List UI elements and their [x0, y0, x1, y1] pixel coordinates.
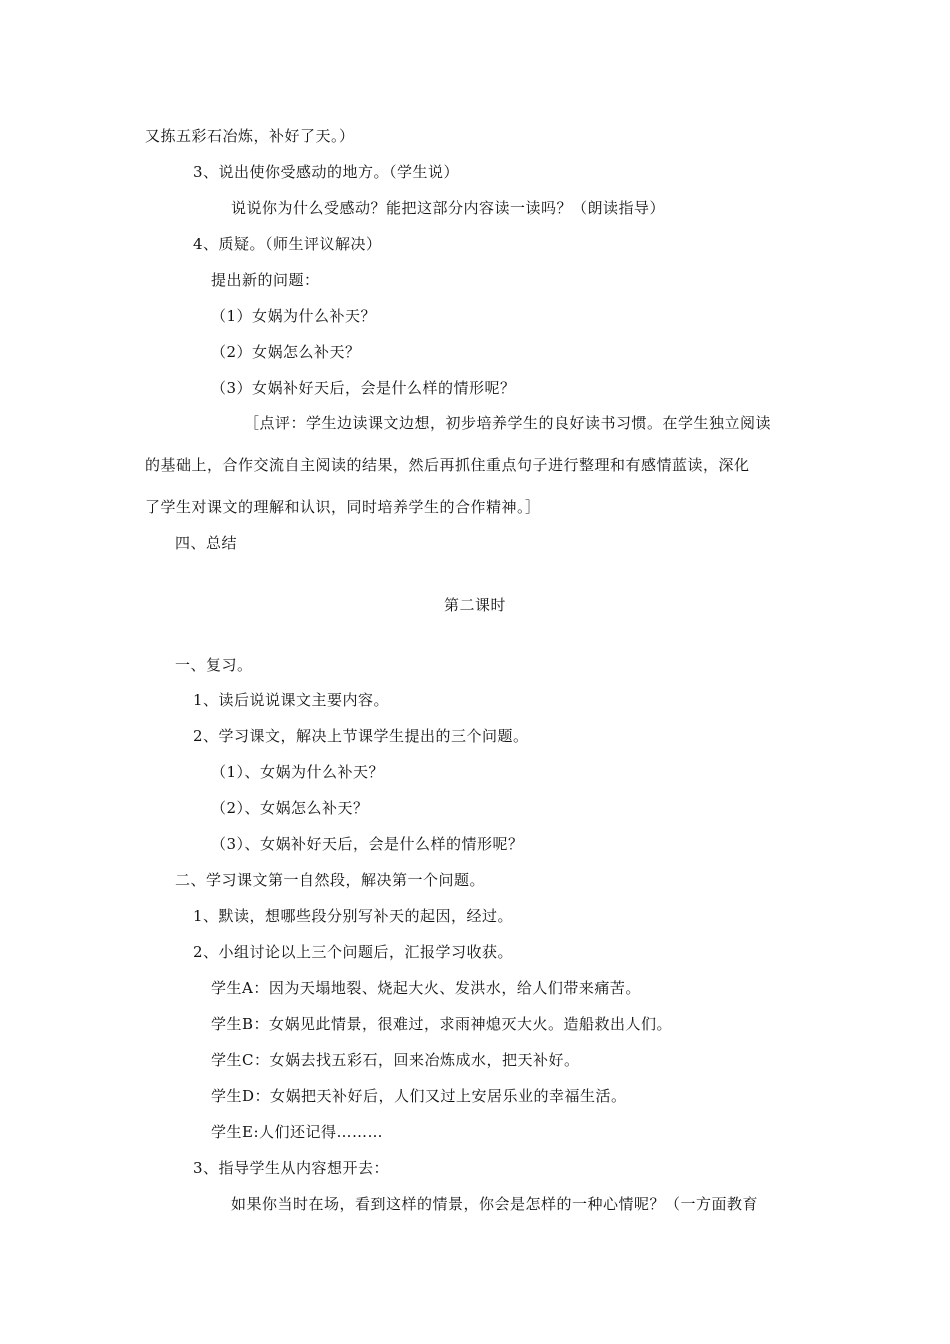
text-line: 1、读后说说课文主要内容。: [193, 691, 390, 709]
student-answer: 学生E:人们还记得………: [211, 1123, 384, 1141]
student-answer: 学生B：女娲见此情景，很难过，求雨神熄灭大火。造船救出人们。: [211, 1015, 673, 1033]
page-title: 第二课时: [443, 596, 506, 614]
student-answer: 学生D：女娲把天补好后，人们又过上安居乐业的幸福生活。: [211, 1087, 627, 1105]
list-item: （1）、女娲为什么补天？: [211, 763, 385, 781]
section-heading: 一、复习。: [175, 656, 253, 674]
list-item: （2）、女娲怎么补天？: [211, 799, 369, 817]
list-item: （3）女娲补好天后，会是什么样的情形呢？: [211, 379, 516, 397]
text-line: 说说你为什么受感动？能把这部分内容读一读吗？（朗读指导）: [231, 199, 666, 217]
section-heading: 四、总结: [175, 534, 238, 552]
section-heading: 二、学习课文第一自然段，解决第一个问题。: [175, 871, 486, 889]
text-line: 提出新的问题：: [211, 271, 320, 289]
student-answer: 学生A：因为天塌地裂、烧起大火、发洪水，给人们带来痛苦。: [211, 979, 641, 997]
student-answer: 学生C：女娲去找五彩石，回来冶炼成水，把天补好。: [211, 1051, 580, 1069]
comment-line: 的基础上，合作交流自主阅读的结果，然后再抓住重点句子进行整理和有感情蓝读，深化: [145, 456, 750, 474]
list-item: （2）女娲怎么补天？: [211, 343, 361, 361]
text-line: 4、质疑。（师生评议解决）: [193, 235, 382, 253]
text-line: 又拣五彩石冶炼，补好了天。）: [145, 127, 355, 145]
text-line: 2、学习课文，解决上节课学生提出的三个问题。: [193, 727, 529, 745]
text-line: 3、指导学生从内容想开去：: [193, 1159, 390, 1177]
comment-line: 了学生对课文的理解和认识，同时培养学生的合作精神。］: [145, 498, 541, 516]
text-line: 1、默读，想哪些段分别写补天的起因，经过。: [193, 907, 514, 925]
text-line: 如果你当时在场，看到这样的情景，你会是怎样的一种心情呢？（一方面教育: [231, 1195, 759, 1213]
list-item: （3）、女娲补好天后，会是什么样的情形呢？: [211, 835, 524, 853]
text-line: 2、小组讨论以上三个问题后，汇报学习收获。: [193, 943, 514, 961]
comment-line: ［点评：学生边读课文边想，初步培养学生的良好读书习惯。在学生独立阅读: [244, 414, 772, 432]
text-line: 3、说出使你受感动的地方。（学生说）: [193, 163, 460, 181]
list-item: （1）女娲为什么补天？: [211, 307, 377, 325]
